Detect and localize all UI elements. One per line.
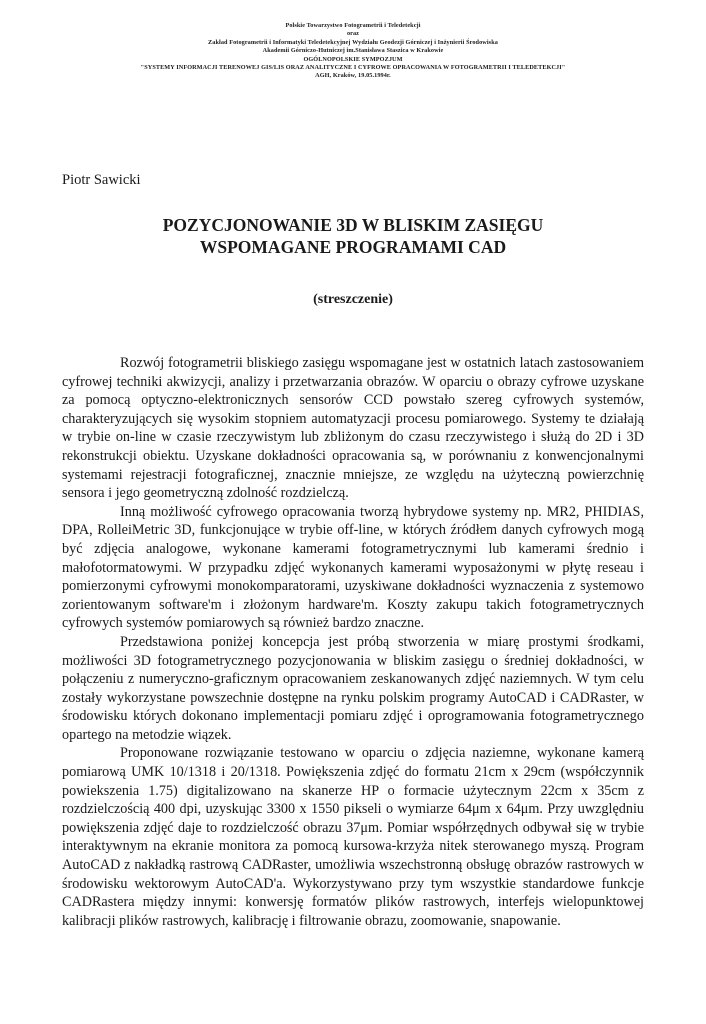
header-line-organization: Polskie Towarzystwo Fotogrametrii i Teledetekcji [285,22,421,29]
abstract-body [62,354,644,930]
paper-title-line-1: POZYCJONOWANIE 3D W BLISKIM ZASIĘGU [162,215,544,235]
header-line-symposium-title: "SYSTEMY INFORMACJI TERENOWEJ GIS/LIS ORAZ ANALITYCZNE I CYFROWE OPRACOWANIA W FOTOGRAMETRII I TELEDETEKCJI" [140,64,566,72]
abstract-label: (streszczenie) [313,292,393,307]
header-line-conjunction: oraz [346,30,360,38]
header-line-place-date: AGH, Kraków, 19.05.1994r. [315,72,391,80]
paragraph: Przedstawiona poniżej koncepcja jest próbą stworzenia w miarę prostymi środkami, możliwości 3D fotogrametrycznego pozycjonowania w bliskim zasięgu o średniej dokładności, w połączeniu z numeryczno-graficznym opracowaniem zeskanowanych zdjęć naziemnych. W tym celu zostały wykorzystane powszechnie dostępne na rynku polskim programy AutoCAD i CADRaster, w środowisku których dokonano implementacji pomiaru zdjęć i oprogramowania fotogrametrycznego opartego na metodzie wiązek. [62,633,644,743]
header-line-department: Zakład Fotogrametrii i Informatyki Teledetekcyjnej Wydziału Geodezji Górniczej i Inżynierii Środowiska [208,38,498,46]
header-line-academy: Akademii Górniczo-Hutniczej im.Stanisława Staszica w Krakowie [262,47,444,55]
paragraph: Inną możliwość cyfrowego opracowania tworzą hybrydowe systemy np. MR2, PHIDIAS, DPA, RolleiMetric 3D, funkcjonujące w trybie off-line, w których źródłem danych cyfrowych mogą być zdjęcia analogowe, wykonane kamerami fotogrametrycznymi lub kamerami średnio i małofotormatowymi. W przypadku zdjęć wykonanych kamerami wyposażonymi w płytę reseau i pomierzonymi cyfrowymi monokomparatorami, uzyskiwane dokładności wyznaczenia z systemowo zorientowanym software'm i złożonym hardware'm. Koszty zakupu takich fotogrametrycznych cyfrowych systemów pomiarowych są również bardzo znaczne. [62,503,644,632]
document-header [0,22,706,81]
author-name: Piotr Sawicki [62,172,141,188]
header-line-symposium: OGÓLNOPOLSKIE SYMPOZJUM [303,55,403,63]
paragraph: Rozwój fotogrametrii bliskiego zasięgu wspomagane jest w ostatnich latach zastosowaniem cyfrowej techniki akwizycji, analizy i przetwarzania obrazów. W oparciu o obrazy cyfrowe uzyskane za pomocą optyczno-elektronicznych sensorów CCD powstało szereg cyfrowych systemów, charakteryzujących się wysokim stopniem automatyzacji procesu pomiarowego. Systemy te działają w trybie on-line w czasie rzeczywistym lub zbliżonym do czasu rzeczywistego i służą do 2D i 3D rekonstrukcji obiektu. Uzyskane dokładności opracowania są, w porównaniu z konwencjonalnymi systemami rejestracji fotograficznej, znacznie mniejsze, ze względu na użyteczną powierzchnię sensora i jego geometryczną zdolność rozdzielczą. [62,355,644,502]
paragraph: Proponowane rozwiązanie testowano w oparciu o zdjęcia naziemne, wykonane kamerą pomiarową UMK 10/1318 i 20/1318. Powiększenia zdjęć do formatu 21cm x 29cm (współczynnik powiekszenia 1.75) digitalizowano na skanerze HP o formacie użytecznym 22cm x 35cm z rozdzielczością 400 dpi, uzyskując 3300 x 1550 pikseli o wymiarze 64μm x 64μm. Przy uwzględniu powiększenia zdjęć daje to rozdzielczość obrazu 37μm. Pomiar współrzędnych odbywał się w trybie interaktywnym na ekranie monitora za pomocą kursowa-krzyża nitek sterowanego myszą. Program AutoCAD z nakładką rastrową CADRaster, umożliwia wszechstronną obsługę obrazów rastrowych w środowisku wektorowym AutoCAD'a. Wykorzystywano przy tym wszystkie standardowe funkcje CADRastera między innymi: konwersję formatów plików rastrowych, interfejs wielopunktowej kalibracji plików rastrowych, kalibrację i filtrowanie obrazu, zoomowanie, snapowanie. [62,745,644,929]
paper-title [0,214,706,258]
paper-title-line-2: WSPOMAGANE PROGRAMAMI CAD [199,237,507,257]
